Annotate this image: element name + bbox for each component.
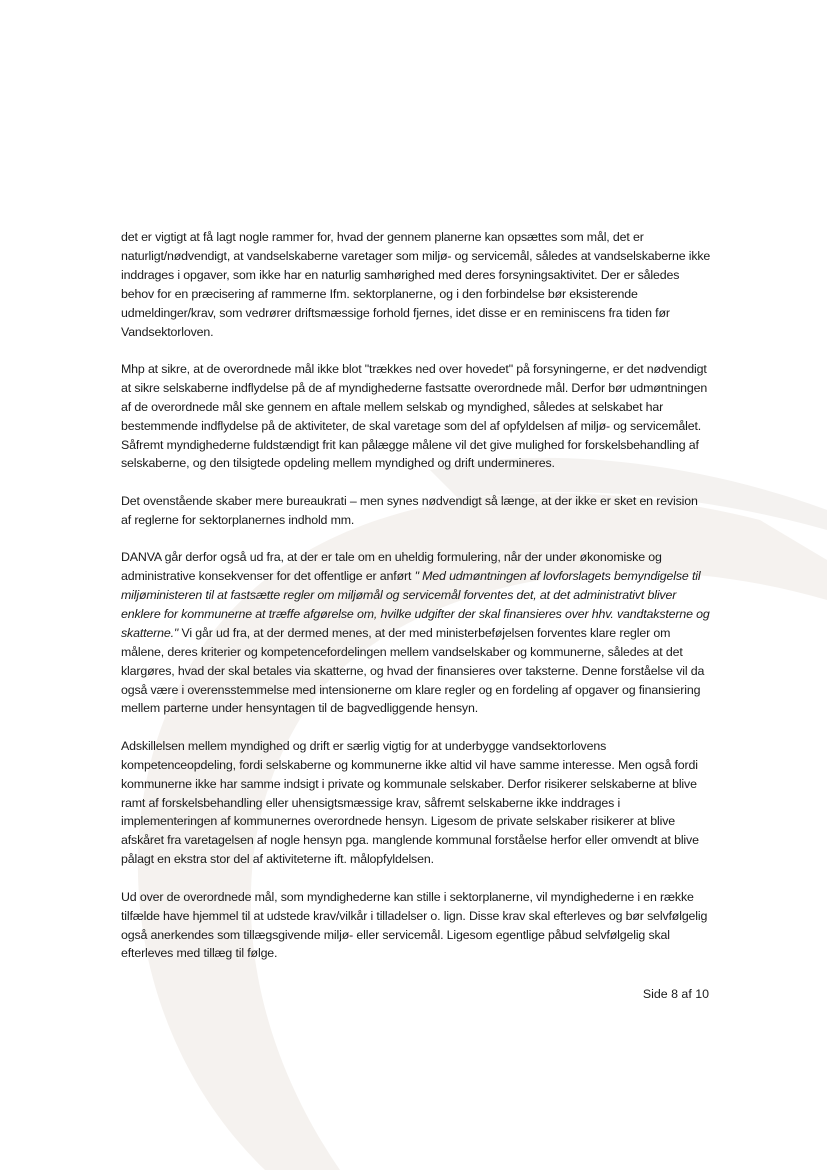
paragraph: [121, 737, 711, 869]
page-number: Side 8 af 10: [642, 987, 709, 1001]
paragraph: [121, 228, 711, 341]
paragraph: [121, 888, 711, 964]
paragraph-text: Det ovenstående skaber mere bureaukrati – men synes nødvendigt så længe, at der ikke er sket en revision af reglerne for sektorplanernes indhold mm.: [121, 493, 698, 527]
quoted-text: " Med udmøntningen af lovforslagets bemyndigelse til miljøministeren til at fastsætte regler om miljømål og servicemål forventes det, at det administrativt bliver enklere for kommunerne at træffe afgørelse om, hvilke udgifter der skal finansieres over hhv. vandtaksterne og skatterne.": [121, 569, 710, 640]
paragraph-text: Mhp at sikre, at de overordnede mål ikke blot "trækkes ned over hovedet" på forsyningerne, er det nødvendigt at sikre selskaberne indflydelse på de af myndighederne fastsatte overordnede mål. Derfor bør udmøntningen af de overordnede mål ske gennem en aftale mellem selskab og myndighed, således at selskabet har bestemmende indflydelse på de aktiviteter, de skal varetage som del af opfyldelsen af miljø- og servicemålet. Såfremt myndighederne fuldstændigt frit kan pålægge målene vil det give mulighed for forskelsbehandling af selskaberne, og den tilsigtede opdeling mellem myndighed og drift undermineres.: [121, 361, 708, 471]
paragraph-text: Vi går ud fra, at der dermed menes, at der med ministerbeføjelsen forventes klare regler om målene, deres kriterier og kompetencefordelingen mellem vandselskaber og kommunerne, således at det klargøres, hvad der skal betales via skatterne, og hvad der finansieres over taksterne. Denne forståelse vil da også være i overensstemmelse med intensionerne om klare regler og en fordeling af opgaver og finansiering mellem parterne under hensyntagen til de bagvedliggende hensyn.: [121, 625, 705, 716]
paragraph: [121, 548, 711, 718]
paragraph: [121, 360, 711, 473]
letter-body: [121, 228, 711, 982]
paragraph: [121, 492, 711, 530]
paragraph-text: DANVA går derfor også ud fra, at der er tale om en uheldig formulering, når der under økonomiske og administrative konsekvenser for det offentlige er anført: [121, 550, 662, 584]
paragraph-text: det er vigtigt at få lagt nogle rammer for, hvad der gennem planerne kan opsættes som mål, det er naturligt/nødvendigt, at vandselskaberne varetager som miljø- og servicemål, således at vandselskaberne ikke inddrages i opgaver, som ikke har en naturlig samhørighed med deres forsyningsaktivitet. Der er således behov for en præcisering af rammerne Ifm. sektorplanerne, og i den forbindelse bør eksisterende udmeldinger/krav, som vedrører driftsmæssige forhold fjernes, idet disse er en reminiscens fra tiden før Vandsektorloven.: [121, 230, 711, 339]
paragraph-text: Ud over de overordnede mål, som myndighederne kan stille i sektorplanerne, vil myndighederne i en række tilfælde have hjemmel til at udstede krav/vilkår i tilladelser o. lign. Disse krav skal efterleves og bør selvfølgelig også anerkendes som tillægsgivende miljø- eller servicemål. Ligesom egentlige påbud selvfølgelig skal efterleves med tillæg til følge.: [121, 889, 708, 961]
paragraph-text: Adskillelsen mellem myndighed og drift er særlig vigtig for at underbygge vandsektorlovens kompetenceopdeling, fordi selskaberne og kommunerne ikke altid vil have samme interesse. Men også fordi kommunerne ikke har samme indsigt i private og kommunale selskaber. Derfor risikerer selskaberne at blive ramt af forskelsbehandling eller uhensigtsmæssige krav, såfremt selskaberne ikke inddrages i implementeringen af kommunernes overordnede hensyn. Ligesom de private selskaber risikerer at blive afskåret fra varetagelsen af nogle hensyn pga. manglende kommunal forståelse herfor eller omvendt at blive pålagt en ekstra stor del af aktiviteterne ift. målopfyldelsen.: [121, 738, 699, 867]
